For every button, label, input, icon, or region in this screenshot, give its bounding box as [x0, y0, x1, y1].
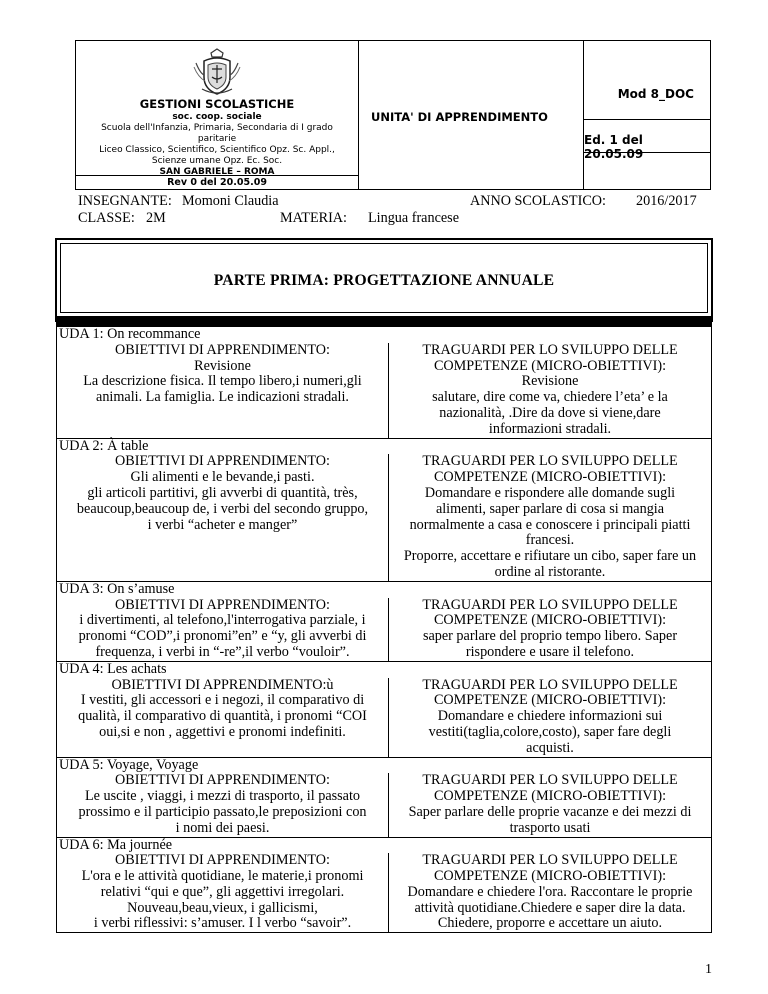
school-year-label: ANNO SCOLASTICO:: [470, 193, 606, 209]
goal-line: Domandare e rispondere alle domande sugli: [424, 484, 676, 501]
objective-line: pronomi “COD”,i pronomi”en” e “y, gli avverbi di: [78, 628, 367, 645]
teacher-name: Momoni Claudia: [182, 193, 279, 209]
org-line: paritarie: [197, 134, 237, 144]
objective-line: I vestiti, gli accessori e i negozi, il comparativo di: [80, 692, 365, 709]
goal-line: COMPETENZE (MICRO-OBIETTIVI):: [433, 469, 667, 486]
goal-line: COMPETENZE (MICRO-OBIETTIVI):: [433, 692, 667, 709]
school-crest-icon: [190, 47, 244, 97]
uda-row: [57, 582, 711, 662]
uda-columns: [57, 343, 711, 438]
objective-line: qualità, il comparativo di quantità, i pronomi “COI: [78, 708, 367, 725]
objective-line: OBIETTIVI DI APPRENDIMENTO:: [115, 341, 330, 358]
objective-line: La descrizione fisica. Il tempo libero,i numeri,gli: [83, 373, 362, 390]
org-line: Scuola dell'Infanzia, Primaria, Secondaria di I grado: [101, 123, 333, 133]
competence-goals: [389, 678, 711, 757]
objective-line: i verbi riflessivi: s’amuser. I l verbo “savoir”.: [93, 915, 352, 932]
goal-line: saper parlare del proprio tempo libero. Saper: [422, 628, 678, 645]
goal-line: Revisione: [521, 373, 579, 390]
learning-objectives: [57, 853, 389, 932]
uda-columns: [57, 853, 711, 932]
objective-line: OBIETTIVI DI APPRENDIMENTO:: [115, 852, 330, 869]
goal-line: Saper parlare delle proprie vacanze e dei mezzi di: [408, 803, 692, 820]
module-code: Mod 8_DOC: [617, 87, 694, 101]
class-label: CLASSE:: [78, 210, 135, 226]
objective-line: OBIETTIVI DI APPRENDIMENTO:: [115, 596, 330, 613]
uda-row: [57, 327, 711, 439]
objective-line: gli articoli partitivi, gli avverbi di quantità, très,: [87, 484, 358, 501]
organization-cell: [76, 41, 359, 189]
goal-line: acquisti.: [526, 739, 574, 756]
uda-columns: [57, 773, 711, 836]
goal-line: TRAGUARDI PER LO SVILUPPO DELLE: [422, 596, 678, 613]
goal-line: Domandare e chiedere informazioni sui: [437, 708, 663, 725]
section-title: PARTE PRIMA: PROGETTAZIONE ANNUALE: [213, 272, 555, 289]
objective-line: relativi “qui e que”, gli aggettivi irregolari.: [100, 883, 345, 900]
goal-line: vestiti(taglia,colore,costo), saper fare degli: [428, 723, 672, 740]
objective-line: Gli alimenti e le bevande,i pasti.: [130, 469, 315, 486]
goal-line: trasporto usati: [509, 819, 591, 836]
uda-row: [57, 758, 711, 838]
goal-line: TRAGUARDI PER LO SVILUPPO DELLE: [422, 453, 678, 470]
goal-line: TRAGUARDI PER LO SVILUPPO DELLE: [422, 676, 678, 693]
uda-table: [56, 326, 712, 933]
goal-line: nazionalità, .Dire da dove si viene,dare: [439, 404, 661, 421]
objective-line: L'ora e le attività quotidiane, le materie,i pronomi: [81, 868, 364, 885]
competence-goals: [389, 454, 711, 580]
objective-line: Le uscite , viaggi, i mezzi di trasporto, il passato: [84, 788, 360, 805]
goal-line: COMPETENZE (MICRO-OBIETTIVI):: [433, 612, 667, 629]
learning-objectives: [57, 343, 389, 438]
edition-label: Ed. 1 del 20.05.09: [584, 133, 644, 161]
goal-line: rispondere e usare il telefono.: [465, 643, 635, 660]
learning-objectives: [57, 773, 389, 836]
teacher-label: INSEGNANTE:: [78, 193, 172, 209]
goal-line: normalmente a casa e conoscere i principali piatti: [409, 516, 691, 533]
class-value: 2M: [146, 210, 166, 226]
objective-line: i divertimenti, al telefono,l'interrogativa parziale, i: [79, 612, 366, 629]
section-title-box: [55, 238, 713, 318]
objective-line: Nouveau,beau,vieux, i gallicismi,: [127, 899, 318, 916]
subject-value: Lingua francese: [368, 210, 459, 226]
document-type: UNITA' DI APPRENDIMENTO: [371, 110, 548, 124]
goal-line: alimenti, saper parlare di cosa si mangia: [435, 500, 665, 517]
objective-line: prossimo e il participio passato,le preposizioni con: [78, 803, 367, 820]
goal-line: TRAGUARDI PER LO SVILUPPO DELLE: [422, 772, 678, 789]
goal-line: Proporre, accettare e rifiutare un cibo, saper fare un: [403, 548, 697, 565]
objective-line: i nomi dei paesi.: [175, 819, 270, 836]
objective-line: i verbi “acheter e manger”: [147, 516, 298, 533]
goal-line: TRAGUARDI PER LO SVILUPPO DELLE: [422, 341, 678, 358]
goal-line: Domandare e chiedere l'ora. Raccontare le proprie: [407, 883, 693, 900]
organization-details: [76, 112, 358, 178]
document-header: [75, 40, 711, 190]
uda-title: UDA 1: On recommance: [59, 326, 201, 342]
uda-columns: [57, 598, 711, 661]
uda-columns: [57, 678, 711, 757]
school-year-value: 2016/2017: [636, 193, 697, 209]
goal-line: ordine al ristorante.: [494, 563, 606, 580]
goal-line: attività quotidiane.Chiedere e saper dire la data.: [414, 899, 686, 916]
goal-line: informazioni stradali.: [488, 420, 612, 437]
revision-label: Rev 0 del 20.05.09: [76, 175, 358, 189]
goal-line: TRAGUARDI PER LO SVILUPPO DELLE: [422, 852, 678, 869]
uda-row: [57, 662, 711, 758]
organization-name: GESTIONI SCOLASTICHE: [139, 97, 295, 111]
goal-line: Chiedere, proporre e accettare un aiuto.: [437, 915, 663, 932]
objective-line: Revisione: [194, 357, 251, 374]
objective-line: OBIETTIVI DI APPRENDIMENTO:ù: [111, 676, 334, 693]
competence-goals: [389, 343, 711, 438]
objective-line: frequenza, i verbi in “-re”,il verbo “vouloir”.: [95, 643, 350, 660]
competence-goals: [389, 598, 711, 661]
competence-goals: [389, 853, 711, 932]
divider: [584, 119, 710, 120]
org-place: SAN GABRIELE – ROMA: [159, 167, 275, 177]
org-line: Scienze umane Opz. Ec. Soc.: [151, 156, 283, 166]
document-type-cell: [359, 41, 584, 189]
objective-line: beaucoup,beaucoup de, i verbi del secondo gruppo,: [76, 500, 369, 517]
learning-objectives: [57, 454, 389, 580]
divider: [584, 152, 710, 153]
uda-row: [57, 439, 711, 582]
uda-columns: [57, 454, 711, 580]
goal-line: francesi.: [525, 532, 575, 549]
objective-line: oui,si e non , aggettivi e pronomi indefiniti.: [99, 723, 346, 740]
goal-line: COMPETENZE (MICRO-OBIETTIVI):: [433, 788, 667, 805]
objective-line: animali. La famiglia. Le indicazioni stradali.: [96, 389, 349, 406]
org-line: soc. coop. sociale: [172, 112, 262, 122]
document-code-cell: [584, 41, 710, 189]
competence-goals: [389, 773, 711, 836]
uda-title: UDA 2: À table: [59, 437, 149, 454]
uda-title: UDA 3: On s’amuse: [59, 580, 175, 597]
objective-line: OBIETTIVI DI APPRENDIMENTO:: [115, 772, 330, 789]
objective-line: OBIETTIVI DI APPRENDIMENTO:: [115, 453, 330, 470]
uda-title: UDA 5: Voyage, Voyage: [59, 756, 199, 773]
uda-row: [57, 838, 711, 933]
uda-title: UDA 4: Les achats: [59, 660, 167, 677]
goal-line: salutare, dire come va, chiedere l’eta’ e la: [432, 389, 668, 406]
org-line: Liceo Classico, Scientifico, Scientifico Opz. Sc. Appl.,: [99, 145, 335, 155]
learning-objectives: [57, 678, 389, 757]
goal-line: COMPETENZE (MICRO-OBIETTIVI):: [433, 357, 667, 374]
goal-line: COMPETENZE (MICRO-OBIETTIVI):: [433, 868, 667, 885]
subject-label: MATERIA:: [280, 210, 347, 226]
uda-title: UDA 6: Ma journée: [59, 836, 173, 853]
page-number: 1: [705, 962, 712, 977]
learning-objectives: [57, 598, 389, 661]
